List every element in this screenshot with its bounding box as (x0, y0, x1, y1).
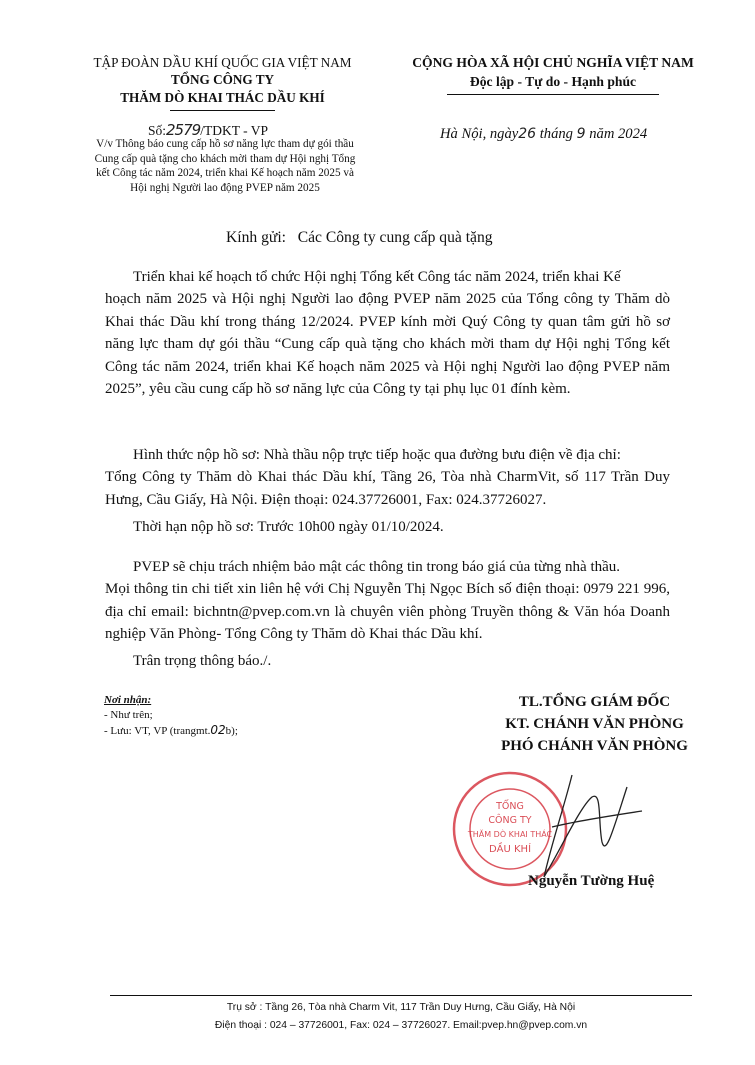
signature-title-1: TL.TỔNG GIÁM ĐỐC (518, 694, 671, 710)
national-header (388, 55, 718, 95)
subject-line: Cung cấp quà tặng cho khách mời tham dự Hội nghị Tổng (94, 152, 356, 165)
recipients-label: Nơi nhận: (104, 694, 152, 706)
stamp-text-line1: TỔNG (496, 801, 524, 812)
date-month-label: tháng (539, 126, 573, 142)
issuer-header (60, 55, 385, 111)
national-motto: Độc lập - Tự do - Hạnh phúc (469, 74, 637, 89)
company-name-line2: THĂM DÒ KHAI THÁC DẦU KHÍ (120, 90, 325, 105)
signature-title-3: PHÓ CHÁNH VĂN PHÒNG (501, 738, 688, 754)
date-month-handwritten: 9 (576, 126, 586, 142)
motto-underline (447, 94, 659, 95)
signer-name: Nguyễn Tường Huệ (528, 873, 655, 889)
date-year: năm 2024 (589, 126, 648, 142)
paragraph-continuation: hoạch năm 2025 và Hội nghị Người lao động PVEP năm 2025 của Tổng công ty Thăm dò Khai thác Dầu khí trong tháng 12/2024. PVEP kính mời Quý Công ty quan tâm gửi hồ sơ năng lực tham dự gói thầu “Cung cấp quà tặng cho khách mời tham dự Hội nghị Tổng kết Công tác năm 2024, triển khai Kế hoạch năm 2025 và Hội nghị Người lao động PVEP năm 2025”, yêu cầu cung cấp hồ sơ năng lực của Công ty tại phụ lục 01 đính kèm. (105, 291, 670, 398)
doc-number-suffix: /TDKT - VP (200, 123, 268, 138)
stamp-text-line4: DẦU KHÍ (488, 844, 532, 855)
paragraph-continuation: Tổng Công ty Thăm dò Khai thác Dầu khí, Tầng 26, Tòa nhà CharmVit, số 117 Trần Duy Hưng, Cầu Giấy, Hà Nội. Điện thoại: 024.37726001, Fax: 024.37726027. (105, 469, 670, 508)
signature-block (452, 691, 737, 757)
recipient-archive-tail: b); (225, 725, 238, 737)
stamp-text-line2: CÔNG TY (488, 815, 532, 826)
parent-organization: TẬP ĐOÀN DẦU KHÍ QUỐC GIA VIỆT NAM (93, 55, 352, 70)
paragraph-first-line: Triển khai kế hoạch tổ chức Hội nghị Tổng kết Công tác năm 2024, triển khai Kế (133, 269, 621, 285)
paragraph-continuation: Mọi thông tin chi tiết xin liên hệ với Chị Nguyễn Thị Ngọc Bích số điện thoại: 0979 221 996, địa chỉ email: bichntn@pvep.com.vn là chuyên viên phòng Truyền thông & Văn hóa Doanh nghiệp Văn Phòng- Tổng Công ty Thăm dò Khai thác Dầu khí. (105, 581, 670, 643)
paragraph-first-line: Hình thức nộp hồ sơ: Nhà thầu nộp trực tiếp hoặc qua đường bưu điện về địa chỉ: (133, 447, 621, 463)
recipients-block (104, 693, 238, 739)
signature-title-2: KT. CHÁNH VĂN PHÒNG (505, 716, 684, 732)
body-paragraph-2 (105, 444, 670, 511)
recipient-archive-text: - Lưu: VT, VP (trangmt. (104, 725, 211, 737)
recipient-item (104, 723, 238, 739)
recipient-archive-handwritten: 02 (210, 723, 226, 737)
subject-line: V/v Thông báo cung cấp hồ sơ năng lực tham dự gói thầu (96, 138, 354, 150)
footer-contact: Điện thoại : 024 – 37726001, Fax: 024 – 37726027. Email:pvep.hn@pvep.com.vn (214, 1020, 588, 1031)
body-paragraph-3 (105, 516, 670, 538)
recipient-item: - Như trên; (104, 709, 153, 721)
subject-line: kết Công tác năm 2024, triển khai Kế hoạch năm 2025 và (96, 167, 354, 179)
company-name-line1: TỔNG CÔNG TY (170, 72, 275, 87)
doc-number-handwritten: 2579 (166, 121, 201, 139)
salutation: Kính gửi: Các Công ty cung cấp quà tặng (226, 229, 493, 246)
footer-divider (110, 995, 692, 996)
handwritten-signature (544, 775, 642, 877)
doc-number-prefix: Số: (148, 123, 167, 138)
subject-block (65, 137, 385, 195)
paragraph-first-line: PVEP sẽ chịu trách nhiệm bảo mật các thông tin trong báo giá của từng nhà thầu. (133, 559, 621, 575)
paragraph-first-line: Thời hạn nộp hồ sơ: Trước 10h00 ngày 01/10/2024. (133, 519, 444, 535)
date-day-handwritten: 26 (518, 126, 537, 142)
body-paragraph-4 (105, 556, 670, 646)
subject-line: Hội nghị Người lao động PVEP năm 2025 (130, 181, 320, 194)
header-left-underline (170, 110, 275, 111)
nation-name: CỘNG HÒA XÃ HỘI CHỦ NGHĨA VIỆT NAM (412, 55, 694, 70)
stamp-text-line3: THĂM DÒ KHAI THÁC (467, 830, 553, 839)
footer-address: Trụ sở : Tầng 26, Tòa nhà Charm Vit, 117 Trần Duy Hưng, Cầu Giấy, Hà Nội (226, 1002, 576, 1013)
footer (110, 999, 692, 1035)
closing-line: Trân trọng thông báo./. (133, 653, 272, 669)
date-place: Hà Nội, ngày (440, 126, 519, 142)
body-paragraph-1 (105, 266, 670, 400)
issue-date (440, 126, 647, 143)
